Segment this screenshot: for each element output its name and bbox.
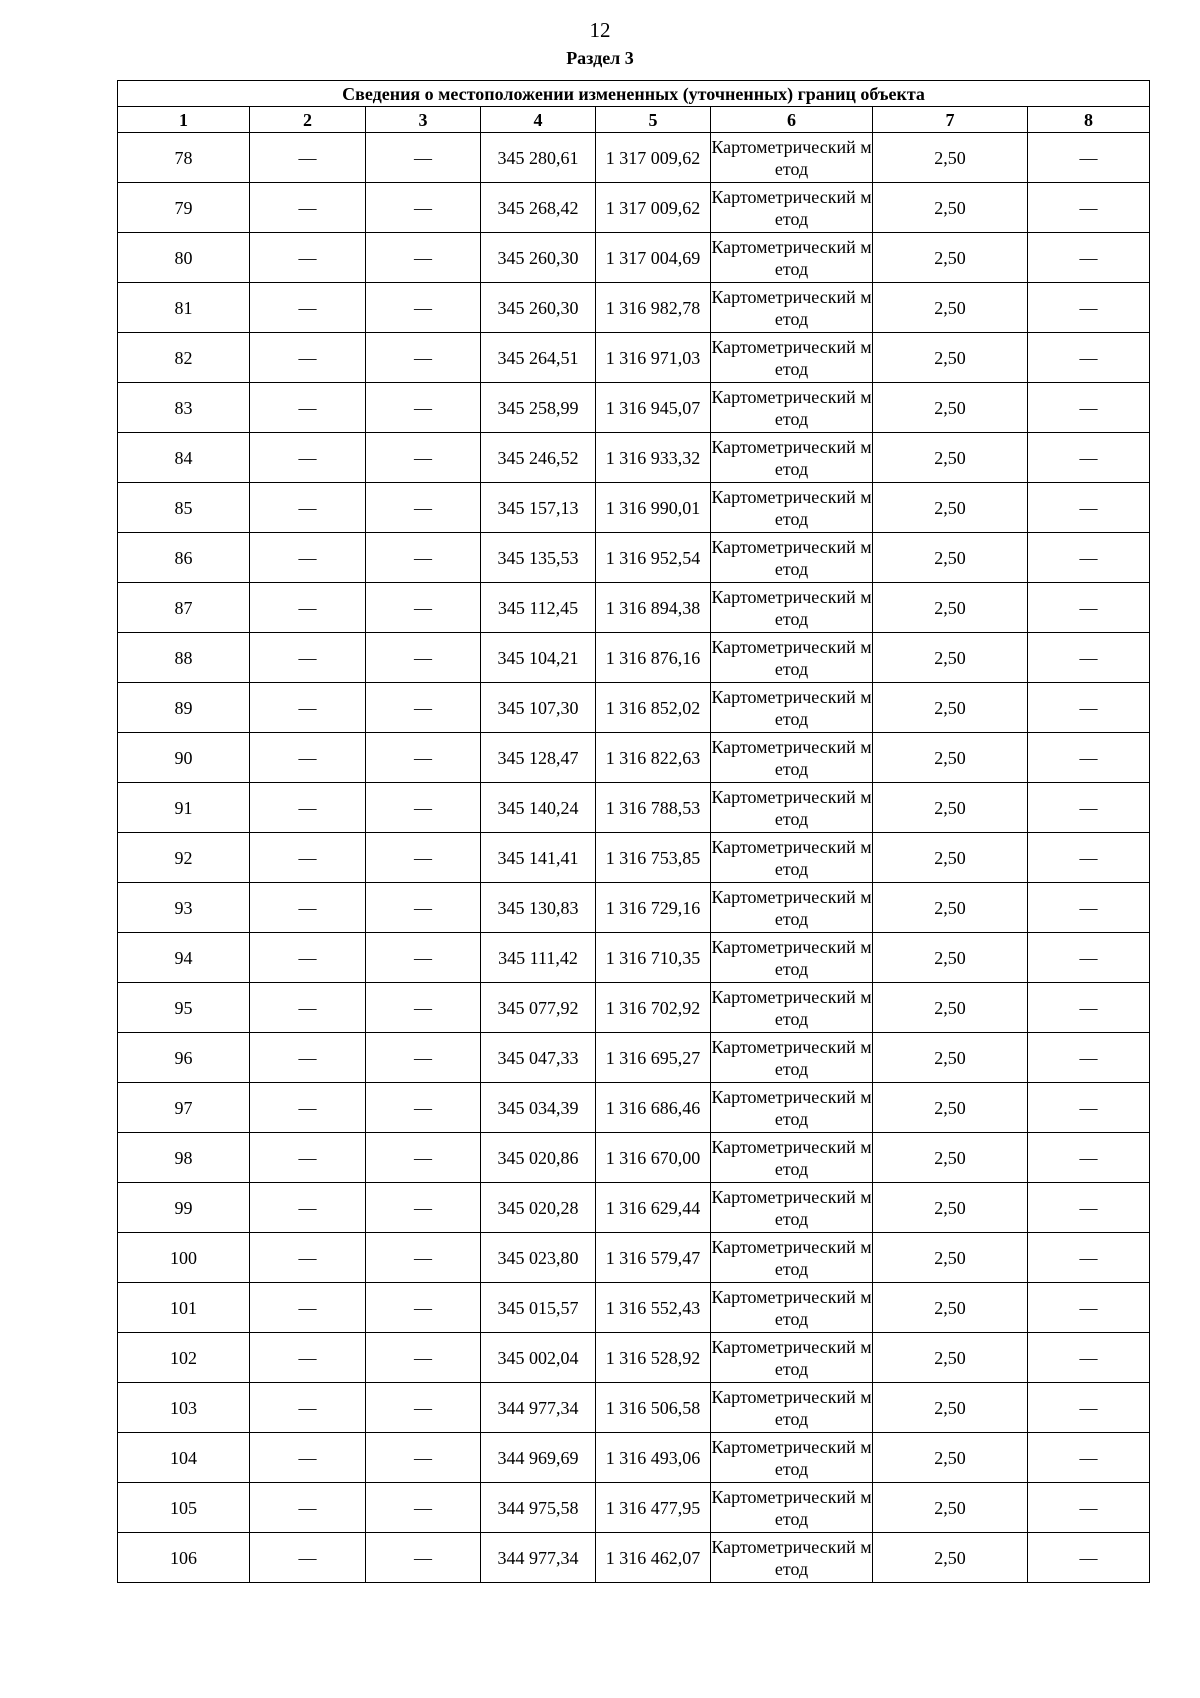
table-row — [118, 1033, 1150, 1083]
method-cell: Картометрический метод — [711, 1383, 873, 1433]
table-row — [118, 1083, 1150, 1133]
table-row — [118, 1533, 1150, 1583]
method-cell: Картометрический метод — [711, 1483, 873, 1533]
point-number-cell: 105 — [118, 1483, 250, 1533]
column-3-cell: — — [366, 933, 481, 983]
table-row — [118, 983, 1150, 1033]
x-coordinate-cell: 345 268,42 — [481, 183, 596, 233]
table-row — [118, 583, 1150, 633]
column-3-cell: — — [366, 583, 481, 633]
column-3-cell: — — [366, 1183, 481, 1233]
x-coordinate-cell: 345 111,42 — [481, 933, 596, 983]
method-cell: Картометрический метод — [711, 1283, 873, 1333]
column-2-cell: — — [250, 533, 366, 583]
column-3-cell: — — [366, 133, 481, 183]
accuracy-cell: 2,50 — [873, 1433, 1028, 1483]
accuracy-cell: 2,50 — [873, 383, 1028, 433]
x-coordinate-cell: 345 077,92 — [481, 983, 596, 1033]
column-2-cell: — — [250, 1033, 366, 1083]
y-coordinate-cell: 1 316 971,03 — [596, 333, 711, 383]
column-2-cell: — — [250, 383, 366, 433]
y-coordinate-cell: 1 316 788,53 — [596, 783, 711, 833]
table-row — [118, 133, 1150, 183]
method-cell: Картометрический метод — [711, 1083, 873, 1133]
column-2-cell: — — [250, 433, 366, 483]
point-number-cell: 86 — [118, 533, 250, 583]
column-header: 1 — [118, 107, 250, 133]
column-header: 8 — [1028, 107, 1150, 133]
y-coordinate-cell: 1 316 852,02 — [596, 683, 711, 733]
column-2-cell: — — [250, 983, 366, 1033]
column-3-cell: — — [366, 1333, 481, 1383]
point-number-cell: 81 — [118, 283, 250, 333]
x-coordinate-cell: 345 104,21 — [481, 633, 596, 683]
table-caption: Сведения о местоположении измененных (уточненных) границ объекта — [118, 81, 1150, 107]
point-number-cell: 88 — [118, 633, 250, 683]
x-coordinate-cell: 345 023,80 — [481, 1233, 596, 1283]
column-2-cell: — — [250, 1133, 366, 1183]
column-3-cell: — — [366, 283, 481, 333]
column-8-cell: — — [1028, 383, 1150, 433]
column-header: 2 — [250, 107, 366, 133]
y-coordinate-cell: 1 316 990,01 — [596, 483, 711, 533]
x-coordinate-cell: 345 034,39 — [481, 1083, 596, 1133]
accuracy-cell: 2,50 — [873, 433, 1028, 483]
point-number-cell: 82 — [118, 333, 250, 383]
column-2-cell: — — [250, 1483, 366, 1533]
column-2-cell: — — [250, 483, 366, 533]
method-cell: Картометрический метод — [711, 1533, 873, 1583]
column-8-cell: — — [1028, 1483, 1150, 1533]
y-coordinate-cell: 1 316 477,95 — [596, 1483, 711, 1533]
x-coordinate-cell: 345 258,99 — [481, 383, 596, 433]
column-8-cell: — — [1028, 683, 1150, 733]
method-cell: Картометрический метод — [711, 583, 873, 633]
column-8-cell: — — [1028, 333, 1150, 383]
y-coordinate-cell: 1 316 982,78 — [596, 283, 711, 333]
method-cell: Картометрический метод — [711, 933, 873, 983]
x-coordinate-cell: 344 977,34 — [481, 1533, 596, 1583]
x-coordinate-cell: 345 135,53 — [481, 533, 596, 583]
column-8-cell: — — [1028, 1433, 1150, 1483]
table-row — [118, 783, 1150, 833]
column-8-cell: — — [1028, 1533, 1150, 1583]
point-number-cell: 91 — [118, 783, 250, 833]
column-2-cell: — — [250, 633, 366, 683]
column-header: 5 — [596, 107, 711, 133]
column-3-cell: — — [366, 483, 481, 533]
column-3-cell: — — [366, 733, 481, 783]
accuracy-cell: 2,50 — [873, 1083, 1028, 1133]
x-coordinate-cell: 345 280,61 — [481, 133, 596, 183]
method-cell: Картометрический метод — [711, 433, 873, 483]
method-cell: Картометрический метод — [711, 883, 873, 933]
y-coordinate-cell: 1 317 009,62 — [596, 133, 711, 183]
column-8-cell: — — [1028, 133, 1150, 183]
accuracy-cell: 2,50 — [873, 783, 1028, 833]
method-cell: Картометрический метод — [711, 1133, 873, 1183]
column-8-cell: — — [1028, 583, 1150, 633]
y-coordinate-cell: 1 316 894,38 — [596, 583, 711, 633]
method-cell: Картометрический метод — [711, 483, 873, 533]
table-row — [118, 1233, 1150, 1283]
accuracy-cell: 2,50 — [873, 283, 1028, 333]
boundary-coordinates-table — [117, 80, 1150, 1583]
x-coordinate-cell: 345 140,24 — [481, 783, 596, 833]
column-3-cell: — — [366, 983, 481, 1033]
point-number-cell: 85 — [118, 483, 250, 533]
column-8-cell: — — [1028, 283, 1150, 333]
x-coordinate-cell: 344 975,58 — [481, 1483, 596, 1533]
y-coordinate-cell: 1 316 528,92 — [596, 1333, 711, 1383]
y-coordinate-cell: 1 316 822,63 — [596, 733, 711, 783]
column-8-cell: — — [1028, 783, 1150, 833]
point-number-cell: 95 — [118, 983, 250, 1033]
column-2-cell: — — [250, 1433, 366, 1483]
y-coordinate-cell: 1 316 933,32 — [596, 433, 711, 483]
method-cell: Картометрический метод — [711, 233, 873, 283]
table-row — [118, 933, 1150, 983]
point-number-cell: 102 — [118, 1333, 250, 1383]
y-coordinate-cell: 1 316 462,07 — [596, 1533, 711, 1583]
point-number-cell: 84 — [118, 433, 250, 483]
point-number-cell: 90 — [118, 733, 250, 783]
column-3-cell: — — [366, 1483, 481, 1533]
x-coordinate-cell: 345 130,83 — [481, 883, 596, 933]
accuracy-cell: 2,50 — [873, 1133, 1028, 1183]
accuracy-cell: 2,50 — [873, 583, 1028, 633]
table-row — [118, 183, 1150, 233]
column-2-cell: — — [250, 1083, 366, 1133]
point-number-cell: 89 — [118, 683, 250, 733]
table-row — [118, 433, 1150, 483]
table-row — [118, 1133, 1150, 1183]
column-8-cell: — — [1028, 1083, 1150, 1133]
column-2-cell: — — [250, 883, 366, 933]
column-8-cell: — — [1028, 1133, 1150, 1183]
method-cell: Картометрический метод — [711, 783, 873, 833]
column-2-cell: — — [250, 1233, 366, 1283]
column-3-cell: — — [366, 1233, 481, 1283]
table-row — [118, 233, 1150, 283]
method-cell: Картометрический метод — [711, 183, 873, 233]
point-number-cell: 80 — [118, 233, 250, 283]
x-coordinate-cell: 345 112,45 — [481, 583, 596, 633]
column-3-cell: — — [366, 833, 481, 883]
column-3-cell: — — [366, 1283, 481, 1333]
column-3-cell: — — [366, 1383, 481, 1433]
point-number-cell: 87 — [118, 583, 250, 633]
accuracy-cell: 2,50 — [873, 233, 1028, 283]
method-cell: Картометрический метод — [711, 383, 873, 433]
column-2-cell: — — [250, 583, 366, 633]
page-number: 12 — [589, 18, 611, 42]
column-8-cell: — — [1028, 1283, 1150, 1333]
column-header: 3 — [366, 107, 481, 133]
x-coordinate-cell: 345 020,86 — [481, 1133, 596, 1183]
table-body — [118, 133, 1150, 1583]
table-row — [118, 883, 1150, 933]
x-coordinate-cell: 344 977,34 — [481, 1383, 596, 1433]
point-number-cell: 101 — [118, 1283, 250, 1333]
x-coordinate-cell: 345 260,30 — [481, 283, 596, 333]
accuracy-cell: 2,50 — [873, 983, 1028, 1033]
column-3-cell: — — [366, 233, 481, 283]
column-header: 7 — [873, 107, 1028, 133]
y-coordinate-cell: 1 316 506,58 — [596, 1383, 711, 1433]
column-8-cell: — — [1028, 1033, 1150, 1083]
column-2-cell: — — [250, 133, 366, 183]
x-coordinate-cell: 344 969,69 — [481, 1433, 596, 1483]
method-cell: Картометрический метод — [711, 1033, 873, 1083]
x-coordinate-cell: 345 246,52 — [481, 433, 596, 483]
column-3-cell: — — [366, 183, 481, 233]
column-2-cell: — — [250, 683, 366, 733]
column-2-cell: — — [250, 183, 366, 233]
x-coordinate-cell: 345 020,28 — [481, 1183, 596, 1233]
table-row — [118, 1333, 1150, 1383]
method-cell: Картометрический метод — [711, 983, 873, 1033]
accuracy-cell: 2,50 — [873, 133, 1028, 183]
y-coordinate-cell: 1 316 686,46 — [596, 1083, 711, 1133]
table-row — [118, 483, 1150, 533]
column-2-cell: — — [250, 283, 366, 333]
column-2-cell: — — [250, 333, 366, 383]
column-8-cell: — — [1028, 933, 1150, 983]
y-coordinate-cell: 1 316 710,35 — [596, 933, 711, 983]
x-coordinate-cell: 345 107,30 — [481, 683, 596, 733]
accuracy-cell: 2,50 — [873, 883, 1028, 933]
x-coordinate-cell: 345 015,57 — [481, 1283, 596, 1333]
point-number-cell: 106 — [118, 1533, 250, 1583]
accuracy-cell: 2,50 — [873, 183, 1028, 233]
column-3-cell: — — [366, 433, 481, 483]
column-2-cell: — — [250, 733, 366, 783]
y-coordinate-cell: 1 316 945,07 — [596, 383, 711, 433]
column-8-cell: — — [1028, 633, 1150, 683]
column-2-cell: — — [250, 1533, 366, 1583]
method-cell: Картометрический метод — [711, 683, 873, 733]
method-cell: Картометрический метод — [711, 133, 873, 183]
column-8-cell: — — [1028, 483, 1150, 533]
column-number-row — [118, 107, 1150, 133]
y-coordinate-cell: 1 316 629,44 — [596, 1183, 711, 1233]
point-number-cell: 96 — [118, 1033, 250, 1083]
method-cell: Картометрический метод — [711, 1433, 873, 1483]
point-number-cell: 103 — [118, 1383, 250, 1433]
table-row — [118, 1283, 1150, 1333]
method-cell: Картометрический метод — [711, 533, 873, 583]
column-3-cell: — — [366, 633, 481, 683]
column-2-cell: — — [250, 783, 366, 833]
point-number-cell: 100 — [118, 1233, 250, 1283]
column-2-cell: — — [250, 833, 366, 883]
accuracy-cell: 2,50 — [873, 633, 1028, 683]
column-header: 4 — [481, 107, 596, 133]
point-number-cell: 78 — [118, 133, 250, 183]
y-coordinate-cell: 1 316 753,85 — [596, 833, 711, 883]
column-2-cell: — — [250, 1333, 366, 1383]
table-row — [118, 633, 1150, 683]
accuracy-cell: 2,50 — [873, 1333, 1028, 1383]
column-8-cell: — — [1028, 533, 1150, 583]
method-cell: Картометрический метод — [711, 833, 873, 883]
table-row — [118, 683, 1150, 733]
column-3-cell: — — [366, 383, 481, 433]
x-coordinate-cell: 345 128,47 — [481, 733, 596, 783]
x-coordinate-cell: 345 264,51 — [481, 333, 596, 383]
column-3-cell: — — [366, 883, 481, 933]
accuracy-cell: 2,50 — [873, 533, 1028, 583]
point-number-cell: 94 — [118, 933, 250, 983]
y-coordinate-cell: 1 316 729,16 — [596, 883, 711, 933]
method-cell: Картометрический метод — [711, 633, 873, 683]
table-row — [118, 833, 1150, 883]
table-caption-row — [118, 81, 1150, 107]
column-8-cell: — — [1028, 883, 1150, 933]
column-8-cell: — — [1028, 1333, 1150, 1383]
table-row — [118, 733, 1150, 783]
column-8-cell: — — [1028, 983, 1150, 1033]
point-number-cell: 93 — [118, 883, 250, 933]
table-row — [118, 333, 1150, 383]
accuracy-cell: 2,50 — [873, 1533, 1028, 1583]
column-8-cell: — — [1028, 433, 1150, 483]
point-number-cell: 97 — [118, 1083, 250, 1133]
column-8-cell: — — [1028, 1183, 1150, 1233]
column-8-cell: — — [1028, 183, 1150, 233]
column-3-cell: — — [366, 1033, 481, 1083]
point-number-cell: 104 — [118, 1433, 250, 1483]
point-number-cell: 83 — [118, 383, 250, 433]
y-coordinate-cell: 1 316 579,47 — [596, 1233, 711, 1283]
column-8-cell: — — [1028, 1383, 1150, 1433]
column-8-cell: — — [1028, 233, 1150, 283]
table-row — [118, 1433, 1150, 1483]
table-row — [118, 1483, 1150, 1533]
accuracy-cell: 2,50 — [873, 833, 1028, 883]
column-2-cell: — — [250, 1283, 366, 1333]
accuracy-cell: 2,50 — [873, 1033, 1028, 1083]
point-number-cell: 79 — [118, 183, 250, 233]
column-8-cell: — — [1028, 833, 1150, 883]
section-title: Раздел 3 — [566, 48, 634, 68]
method-cell: Картометрический метод — [711, 283, 873, 333]
method-cell: Картометрический метод — [711, 1183, 873, 1233]
column-2-cell: — — [250, 233, 366, 283]
table-row — [118, 283, 1150, 333]
y-coordinate-cell: 1 316 876,16 — [596, 633, 711, 683]
table-row — [118, 1383, 1150, 1433]
point-number-cell: 99 — [118, 1183, 250, 1233]
table-row — [118, 533, 1150, 583]
column-3-cell: — — [366, 683, 481, 733]
column-2-cell: — — [250, 1383, 366, 1433]
column-3-cell: — — [366, 1133, 481, 1183]
point-number-cell: 92 — [118, 833, 250, 883]
y-coordinate-cell: 1 316 702,92 — [596, 983, 711, 1033]
y-coordinate-cell: 1 316 493,06 — [596, 1433, 711, 1483]
column-3-cell: — — [366, 783, 481, 833]
accuracy-cell: 2,50 — [873, 1233, 1028, 1283]
accuracy-cell: 2,50 — [873, 1483, 1028, 1533]
accuracy-cell: 2,50 — [873, 1183, 1028, 1233]
method-cell: Картометрический метод — [711, 333, 873, 383]
x-coordinate-cell: 345 141,41 — [481, 833, 596, 883]
method-cell: Картометрический метод — [711, 1233, 873, 1283]
column-8-cell: — — [1028, 1233, 1150, 1283]
accuracy-cell: 2,50 — [873, 683, 1028, 733]
accuracy-cell: 2,50 — [873, 933, 1028, 983]
method-cell: Картометрический метод — [711, 733, 873, 783]
x-coordinate-cell: 345 047,33 — [481, 1033, 596, 1083]
y-coordinate-cell: 1 316 552,43 — [596, 1283, 711, 1333]
x-coordinate-cell: 345 002,04 — [481, 1333, 596, 1383]
column-2-cell: — — [250, 933, 366, 983]
y-coordinate-cell: 1 316 670,00 — [596, 1133, 711, 1183]
accuracy-cell: 2,50 — [873, 1383, 1028, 1433]
accuracy-cell: 2,50 — [873, 333, 1028, 383]
y-coordinate-cell: 1 317 004,69 — [596, 233, 711, 283]
column-3-cell: — — [366, 333, 481, 383]
column-3-cell: — — [366, 533, 481, 583]
x-coordinate-cell: 345 260,30 — [481, 233, 596, 283]
column-3-cell: — — [366, 1533, 481, 1583]
column-3-cell: — — [366, 1433, 481, 1483]
y-coordinate-cell: 1 316 695,27 — [596, 1033, 711, 1083]
method-cell: Картометрический метод — [711, 1333, 873, 1383]
column-header: 6 — [711, 107, 873, 133]
table-row — [118, 1183, 1150, 1233]
accuracy-cell: 2,50 — [873, 483, 1028, 533]
accuracy-cell: 2,50 — [873, 733, 1028, 783]
column-3-cell: — — [366, 1083, 481, 1133]
y-coordinate-cell: 1 317 009,62 — [596, 183, 711, 233]
accuracy-cell: 2,50 — [873, 1283, 1028, 1333]
point-number-cell: 98 — [118, 1133, 250, 1183]
column-2-cell: — — [250, 1183, 366, 1233]
y-coordinate-cell: 1 316 952,54 — [596, 533, 711, 583]
column-8-cell: — — [1028, 733, 1150, 783]
x-coordinate-cell: 345 157,13 — [481, 483, 596, 533]
table-row — [118, 383, 1150, 433]
